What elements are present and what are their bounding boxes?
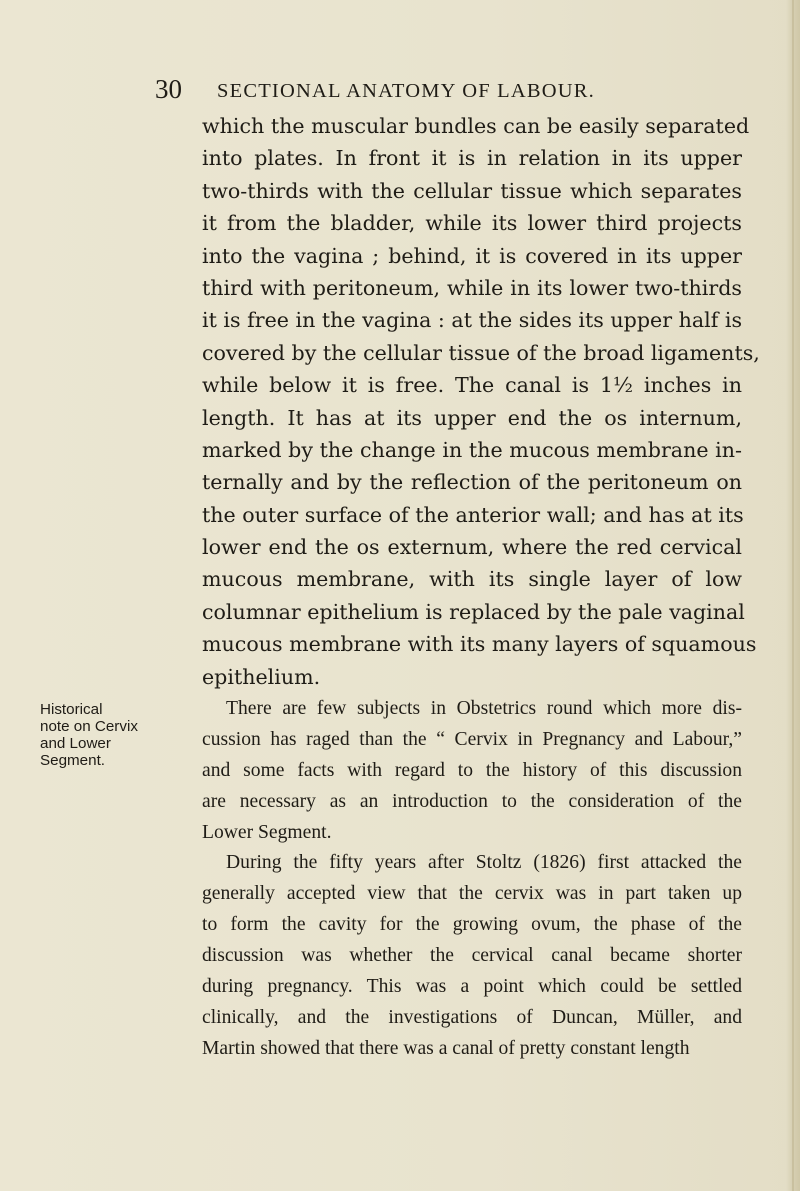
text-line: third with peritoneum, while in its lower two-thirds bbox=[202, 275, 742, 300]
page-header bbox=[155, 74, 740, 104]
text-line: discussion was whether the cervical canal became shorter bbox=[202, 945, 742, 967]
text-line: to form the cavity for the growing ovum, the phase of the bbox=[202, 914, 742, 936]
text-line: which the muscular bundles can be easily separated bbox=[202, 114, 750, 138]
text-line: during pregnancy. This was a point which could be settled bbox=[202, 976, 742, 998]
sidenote-line: Segment. bbox=[40, 752, 106, 769]
text-line: Martin showed that there was a canal of pretty constant length bbox=[202, 1037, 690, 1059]
text-line: generally accepted view that the cervix was in part taken up bbox=[202, 883, 742, 905]
sidenote-line: Historical bbox=[40, 701, 103, 718]
text-line: covered by the cellular tissue of the broad ligaments, bbox=[202, 340, 760, 365]
text-line: Lower Segment. bbox=[202, 821, 332, 843]
text-line: cussion has raged than the “ Cervix in Pregnancy and Labour,” bbox=[202, 728, 742, 750]
page-edge-line bbox=[792, 0, 794, 1191]
text-line: two-thirds with the cellular tissue which separates bbox=[202, 178, 742, 203]
text-line: ternally and by the reflection of the peritoneum on bbox=[202, 470, 742, 495]
text-line: it from the bladder, while its lower third projects bbox=[202, 211, 742, 236]
paragraph-historical-note bbox=[202, 694, 742, 1065]
text-line: are necessary as an introduction to the consideration of the bbox=[202, 790, 742, 812]
text-line: columnar epithelium is replaced by the pale vaginal bbox=[202, 599, 745, 624]
text-line: marked by the change in the mucous membrane in- bbox=[202, 437, 742, 462]
sidenote-line: and Lower bbox=[40, 735, 111, 752]
text-line: into plates. In front it is in relation in its upper bbox=[202, 146, 742, 171]
sidenote-line: note on Cervix bbox=[40, 718, 138, 735]
text-line: mucous membrane, with its single layer of low bbox=[202, 567, 742, 592]
page-number: 30 bbox=[155, 74, 182, 104]
margin-sidenote bbox=[40, 701, 190, 769]
text-line: mucous membrane with its many layers of squamous bbox=[202, 632, 757, 657]
text-line: length. It has at its upper end the os internum, bbox=[202, 405, 742, 430]
text-line: the outer surface of the anterior wall; and has at its bbox=[202, 502, 744, 527]
text-line: lower end the os externum, where the red cervical bbox=[202, 535, 742, 560]
text-line: epithelium. bbox=[202, 664, 321, 689]
running-head: SECTIONAL ANATOMY OF LABOUR. bbox=[217, 80, 595, 102]
text-line: and some facts with regard to the history of this discussion bbox=[202, 759, 742, 781]
text-line: clinically, and the investigations of Duncan, Müller, and bbox=[202, 1006, 742, 1028]
text-line: it is free in the vagina : at the sides its upper half is bbox=[202, 308, 743, 333]
text-line: while below it is free. The canal is 1½ inches in bbox=[202, 373, 742, 398]
text-line: into the vagina ; behind, it is covered in its upper bbox=[202, 243, 742, 268]
paragraph-cervix-description bbox=[202, 110, 760, 693]
text-line: During the fifty years after Stoltz (1826) first attacked the bbox=[226, 852, 742, 874]
text-line: There are few subjects in Obstetrics round which more dis- bbox=[226, 698, 742, 719]
